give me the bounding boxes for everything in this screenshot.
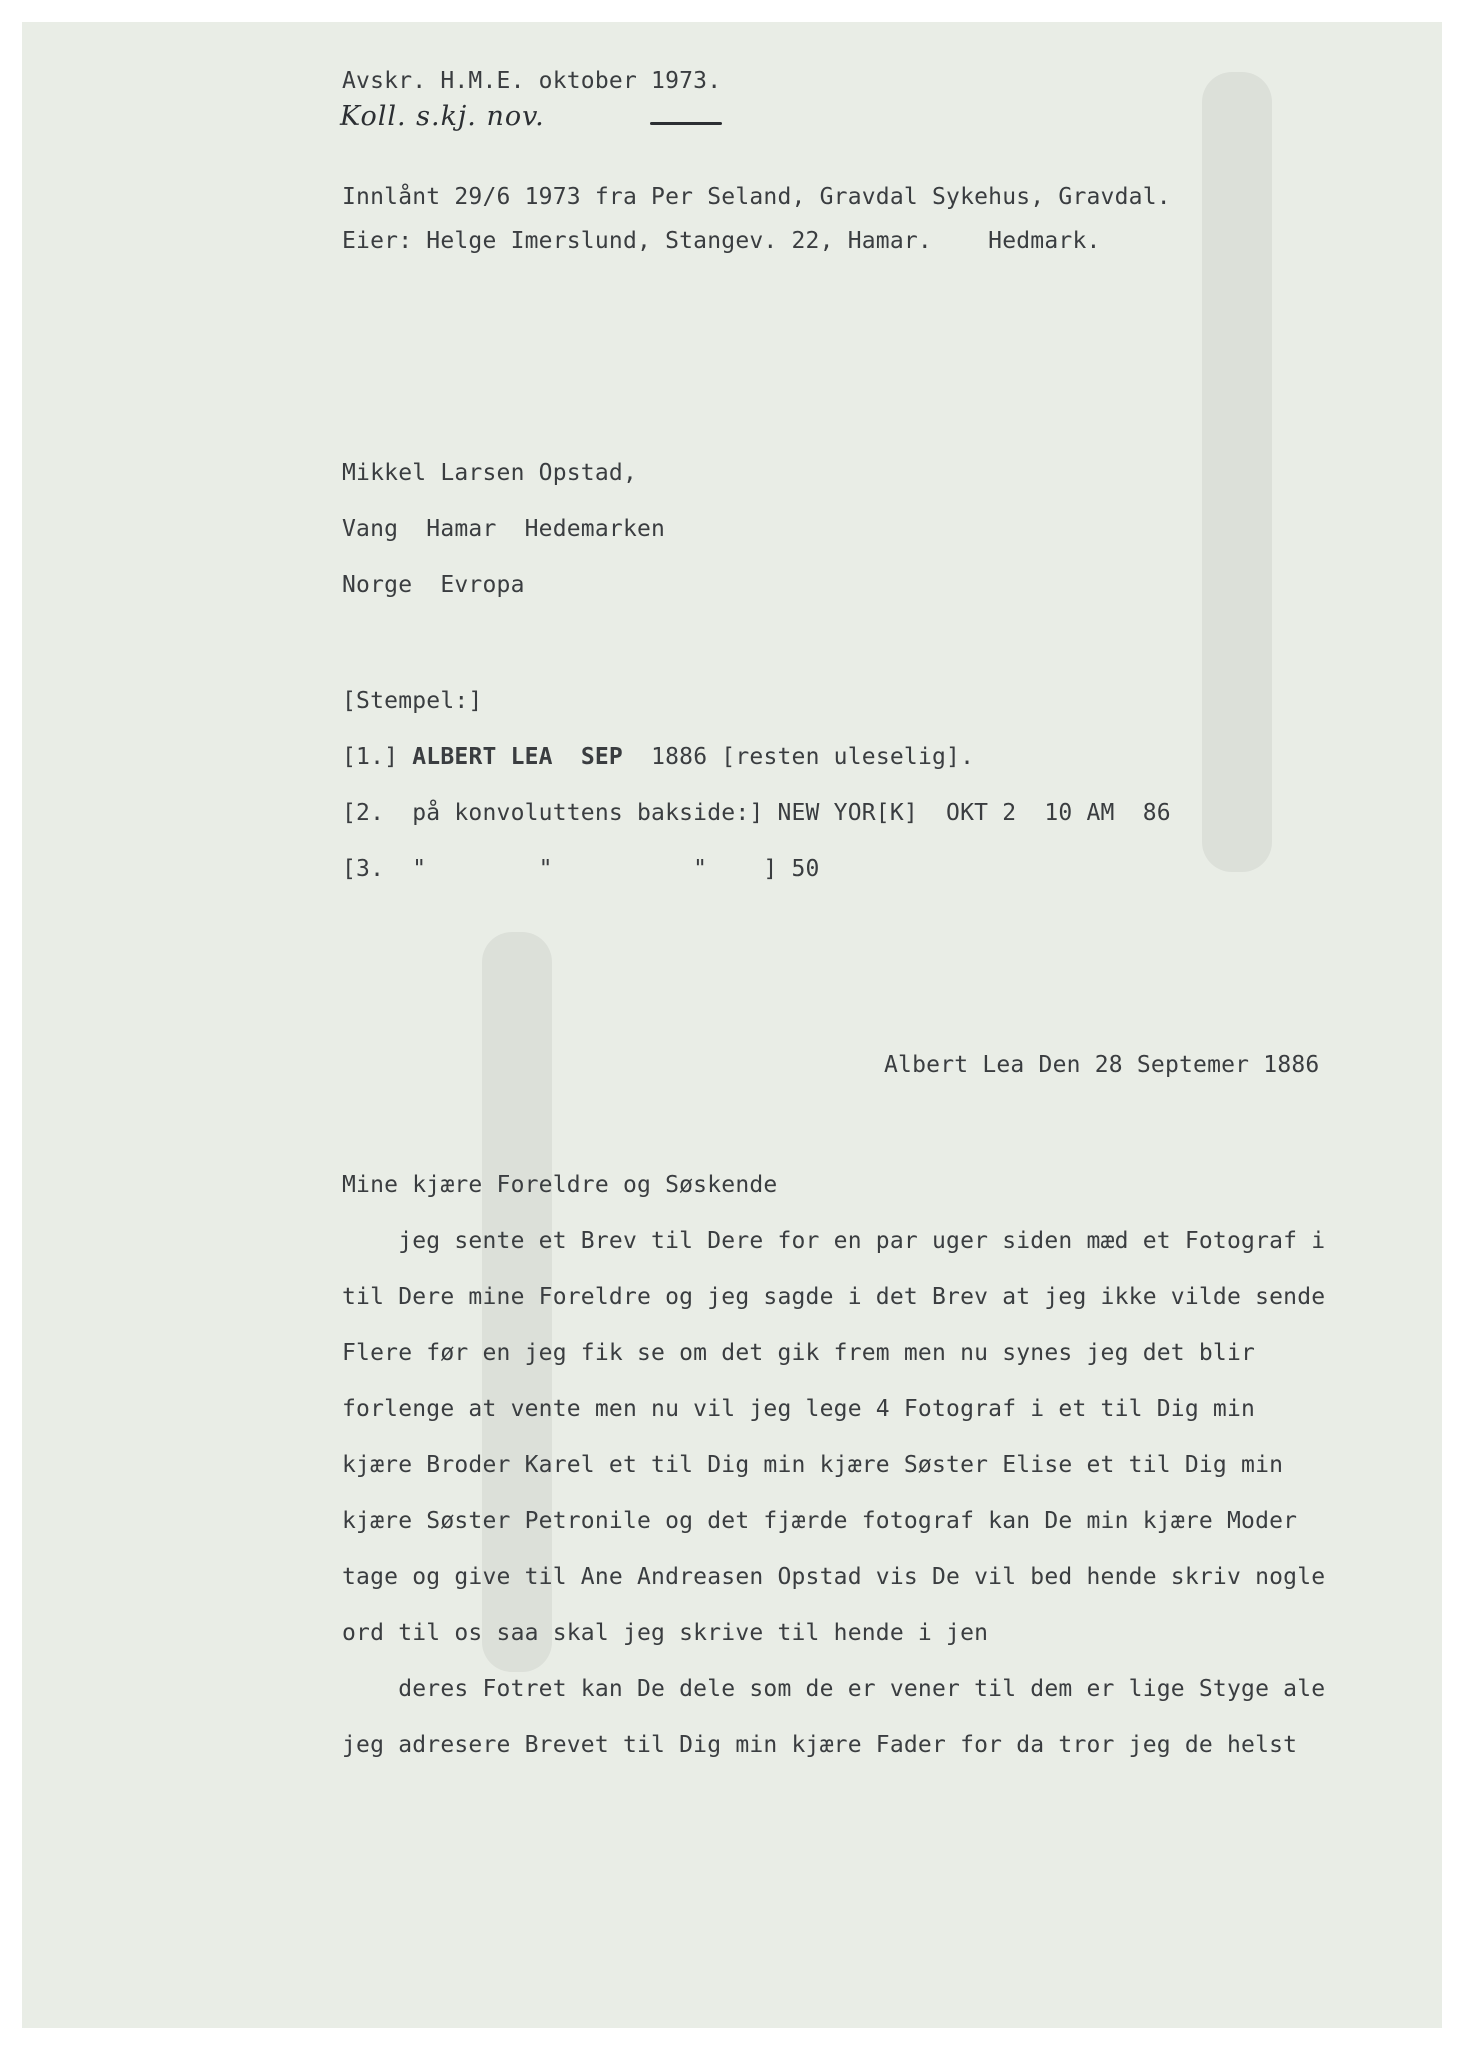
stamp-1-place: ALBERT LEA SEP [412, 744, 623, 770]
letter-line: ord til os saa skal jeg skrive til hende i jen [342, 1620, 989, 1646]
document-page [22, 22, 1442, 2028]
stamp-2: [2. på konvoluttens bakside:] NEW YOR[K] OKT 2 10 AM 86 [342, 800, 1171, 826]
letter-line: kjære Søster Petronile og det fjærde fotograf kan De min kjære Moder [342, 1508, 1298, 1534]
letter-line: jeg adresere Brevet til Dig min kjære Fader for da tror jeg de helst [342, 1732, 1298, 1758]
stamp-heading: [Stempel:] [342, 688, 483, 714]
letter-line: deres Fotret kan De dele som de er vener til dem er lige Styge ale [342, 1676, 1326, 1702]
address-line-3: Norge Evropa [342, 572, 525, 598]
loan-info-line-2: Eier: Helge Imerslund, Stangev. 22, Hamar. Hedmark. [342, 228, 1101, 254]
address-line-2: Vang Hamar Hedemarken [342, 516, 666, 542]
handwritten-dash [650, 122, 722, 125]
letter-line: forlenge at vente men nu vil jeg lege 4 Fotograf i et til Dig min [342, 1396, 1256, 1422]
letter-salutation: Mine kjære Foreldre og Søskende [342, 1172, 778, 1198]
letter-line: kjære Broder Karel et til Dig min kjære Søster Elise et til Dig min [342, 1452, 1284, 1478]
stamp-1-rest: 1886 [resten uleselig]. [622, 744, 975, 770]
stamp-3: [3. " " " ] 50 [342, 856, 820, 882]
letter-line: til Dere mine Foreldre og jeg sagde i det Brev at jeg ikke vilde sende [342, 1284, 1326, 1310]
address-line-1: Mikkel Larsen Opstad, [342, 460, 637, 486]
handwritten-check-note: Koll. s.kj. nov. [340, 101, 545, 132]
transcription-note: Avskr. H.M.E. oktober 1973. [342, 68, 722, 94]
letter-dateline: Albert Lea Den 28 Septemer 1886 [884, 1052, 1320, 1078]
letter-line: jeg sente et Brev til Dere for en par uger siden mæd et Fotograf i [342, 1228, 1326, 1254]
stamp-1-prefix: [1.] [342, 744, 413, 770]
letter-line: tage og give til Ane Andreasen Opstad vis De vil bed hende skriv nogle [342, 1564, 1326, 1590]
loan-info-line-1: Innlånt 29/6 1973 fra Per Seland, Gravdal Sykehus, Gravdal. [342, 184, 1171, 210]
letter-line: Flere før en jeg fik se om det gik frem men nu synes jeg det blir [342, 1340, 1256, 1366]
archive-watermark [1192, 62, 1282, 882]
stamp-1 [342, 742, 974, 772]
